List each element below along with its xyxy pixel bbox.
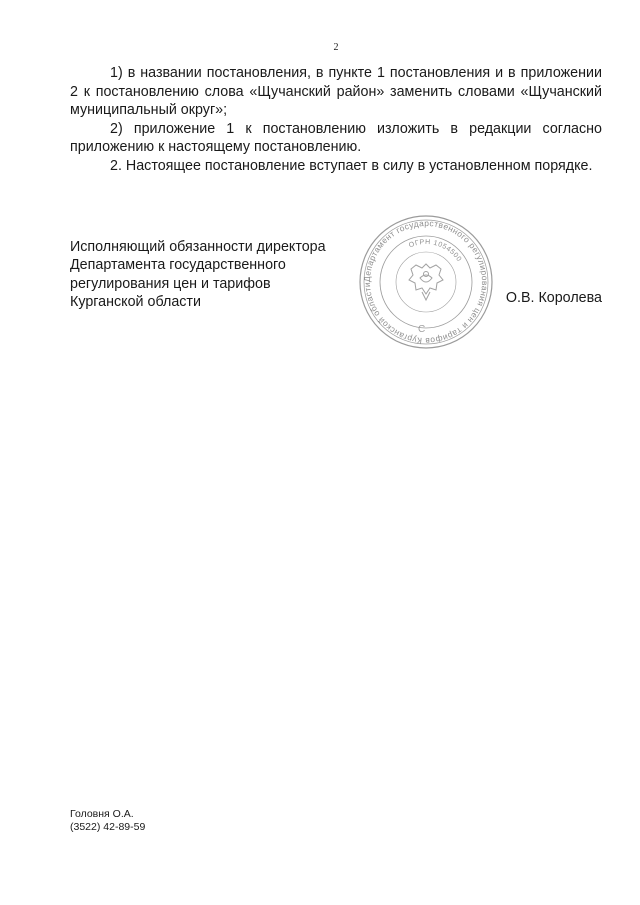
document-body [70,64,602,176]
stamp-outer-text: Департамент государственного регулирования цен и тарифов Курганской области [361,217,491,347]
signer-position [70,238,370,312]
stamp-letter: С [418,324,426,335]
official-seal-stamp [356,212,496,352]
paragraph-amendment-2: 2) приложение 1 к постановлению изложить в редакции согласно приложению к настоящему постановлению. [70,120,602,156]
signer-position-line: Исполняющий обязанности директора [70,239,326,255]
executor-name: Головня О.А. [70,808,134,820]
coat-of-arms-emblem [409,264,443,300]
signer-position-line: Курганской области [70,294,201,311]
signer-position-line: Департамента государственного [70,257,286,274]
svg-text:ОГРН 1054500 [408,239,463,263]
stamp-inner-text: ОГРН 1054500 [408,238,463,264]
signer-name: О.В. Королева [505,290,602,306]
page-number: 2 [333,42,339,53]
executor-contact [70,808,145,834]
paragraph-effective-date: 2. Настоящее постановление вступает в силу в установленном порядке. [110,157,593,174]
executor-phone: (3522) 42-89-59 [70,821,146,833]
signer-position-line: регулирования цен и тарифов [70,275,271,292]
paragraph-amendment-1: 1) в названии постановления, в пункте 1 постановления и в приложении 2 к постановлению слова «Щучанский район» заменить словами «Щучанский муниципальный округ»; [70,65,602,119]
